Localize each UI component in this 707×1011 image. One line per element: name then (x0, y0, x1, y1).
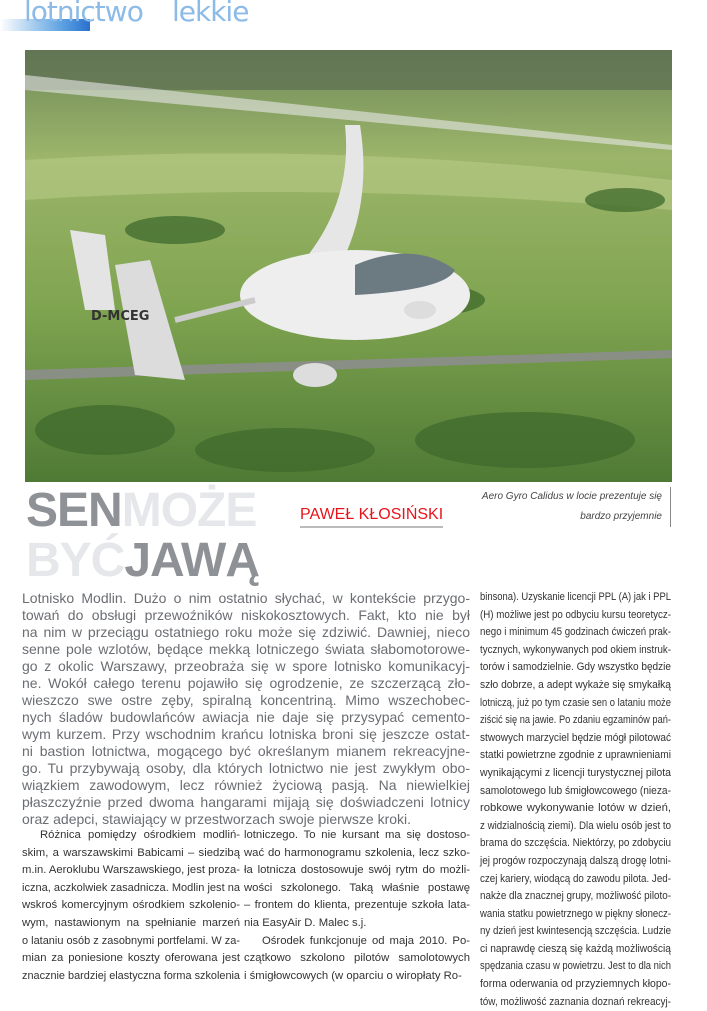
text-line (22, 933, 240, 951)
text-line (244, 915, 470, 933)
text-line-content: wiązkiem zawodowym, lecz również życiową pasją. Na niewielkiej (22, 777, 470, 793)
text-line (22, 968, 240, 986)
text-line-content: (H) możliwe jest po odbyciu kursu teoretycz- (480, 608, 671, 621)
text-line-content: wości szkolonego. Taką właśnie postawę (244, 881, 470, 894)
text-line-content: ła lotnicza dostosowuje swój rytm do możli- (244, 864, 470, 877)
text-line-content: statki powietrzne zgodnie z uprawnieniami (480, 749, 671, 762)
text-line (480, 607, 671, 625)
text-line-content: m.in. Aeroklubu Warszawskiego, jest proza- (22, 864, 240, 877)
text-line (22, 590, 470, 607)
magazine-logo (0, 0, 330, 34)
text-line (480, 783, 671, 801)
text-line-content: forma oderwania od przyziemnych kłopo- (480, 978, 671, 991)
text-line-content: wać do harmonogramu szkolenia, lecz szko- (244, 846, 470, 859)
text-line (480, 958, 671, 976)
text-line-content: wania statku powietrznego w piękny słonecz- (480, 907, 671, 920)
text-line (22, 794, 470, 811)
text-line (480, 818, 671, 836)
title-word-jawa: JAWĄ (124, 534, 260, 587)
body-column-1 (22, 827, 240, 985)
text-line (22, 915, 240, 933)
text-line-content: Ośrodek funkcjonuje od maja 2010. Po- (262, 934, 470, 947)
text-line-content: spędzania czasu w powietrzu. Jest to dla nich (480, 960, 671, 973)
text-line-content: go z okolic Warszawy, przeobraża się w spore lotnisko komunikacyj- (22, 658, 470, 674)
text-line (480, 941, 671, 959)
text-line-content: go. Tu przybywają osoby, dla których lotnictwo nie jest zwykłym obo- (22, 760, 470, 776)
title-word-sen: SEN (26, 484, 122, 537)
text-line (480, 659, 671, 677)
text-line (22, 692, 470, 709)
text-line (480, 677, 671, 695)
text-line-content: płaszczyźnie przed dwoma hangarami mijają się doświadczeni lotnicy (22, 794, 470, 810)
text-line-content: tycznych, wykonywanych pod okiem instruk- (480, 643, 671, 656)
text-line-content: nych śladów budowlańców awiacja nie daje się przysypać cemento- (22, 709, 470, 725)
text-line (480, 730, 671, 748)
text-line (22, 897, 240, 915)
text-line-content: mian za poniesione koszty oferowana jest (22, 952, 240, 965)
author-byline: PAWEŁ KŁOSIŃSKI (300, 505, 443, 528)
text-line-content: z widzialnością ziemi). Dla wielu osób jest to (480, 819, 671, 832)
text-line-content: ne. Wokół całego terenu pojawiło się ogrodzenie, ze szczerzącą zło- (22, 675, 470, 691)
title-word-byc: BYĆ (26, 534, 125, 587)
registration-mark: D-MCEG (91, 309, 150, 324)
text-line-content: binsona). Uzyskanie licencji PPL (A) jak i PPL (480, 591, 671, 603)
text-line (22, 743, 470, 760)
text-line-content: lotniczego. To nie kursant ma się dostoso- (244, 829, 470, 841)
text-line (480, 800, 671, 818)
body-column-2 (244, 827, 470, 985)
logo-word-2: lekkie (172, 0, 249, 28)
text-line (22, 675, 470, 692)
text-line (244, 862, 470, 880)
text-line (22, 641, 470, 658)
text-line-content: wynikającymi z licencji turystycznej pilota (480, 766, 671, 779)
text-line (244, 845, 470, 863)
text-line-content: ni bastion lotnictwa, mogącego być określanym mianem rekreacyjne- (22, 743, 470, 759)
text-line-content: iczna, aczkolwiek zasadnicza. Modlin jest na (22, 881, 240, 894)
text-line (244, 827, 470, 845)
text-line (22, 726, 470, 743)
text-line (22, 658, 470, 675)
text-line-content: ci naprawdę cieszą się każdą możliwością (480, 942, 671, 955)
text-line-content: wieszczo swe ostre zęby, spiralną koncentriną. Mimo wszechobec- (22, 692, 470, 708)
text-line (22, 811, 470, 828)
text-line (22, 880, 240, 898)
text-line-content: czej kariery, wiodącą do zawodu pilota. Jed- (480, 872, 671, 885)
text-line (22, 827, 240, 845)
text-line-content: ny dzień jest kwintesencją szczęścia. Ludzie (480, 925, 671, 938)
caption-line: bardzo przyjemnie (580, 511, 662, 522)
text-line-content: towań do obsługi przewoźników niskokosztowych. Fakt, kto nie był (22, 607, 470, 623)
text-line-content: robkowe wykonywanie lotów w dzień, (480, 802, 671, 815)
text-line-content: znacznie bardziej elastyczna forma szkolenia (22, 969, 240, 982)
text-line (480, 835, 671, 853)
caption-line: Aero Gyro Calidus w locie prezentuje się (481, 491, 662, 502)
text-line (244, 933, 470, 951)
text-line-content: i śmigłowcowych (w oparciu o wiropłaty Ro- (244, 969, 462, 982)
text-line (22, 709, 470, 726)
text-line (22, 607, 470, 624)
text-line (480, 624, 671, 642)
text-line (480, 976, 671, 994)
text-line (480, 747, 671, 765)
photo-caption (482, 487, 671, 527)
text-line-content: nego i minimum 45 godzinach ćwiczeń prak- (480, 626, 671, 639)
text-line-content: oraz adepci, stawiający w przestworzach swoje pierwsze kroki. (22, 811, 412, 827)
text-line-content: lotniczą, już po tym czasie sen o lataniu może (480, 696, 671, 709)
text-line-content: torów i samodzielnie. Gdy wszystko będzie (480, 661, 671, 674)
text-line (22, 950, 240, 968)
text-line (22, 777, 470, 794)
text-line-content: nia EasyAir D. Malec s.j. (244, 916, 367, 929)
text-line (244, 880, 470, 898)
text-line-content: – frontem do klienta, prezentuje szkoła lata- (244, 899, 470, 912)
text-line-content: senne pole wzlotów, będące mekką lotniczego świata słabomotorowe- (22, 641, 470, 657)
text-line-content: wym, nastawionym na spełnianie marzeń (22, 916, 240, 929)
body-column-3 (480, 589, 671, 1011)
text-line-content: Lotnisko Modlin. Dużo o nim ostatnio słychać, w kontekście przygo- (22, 590, 470, 606)
text-line-content: jej progów rozpoczynają dalszą drogę lotni- (480, 854, 671, 867)
text-line (480, 871, 671, 889)
text-line (480, 994, 671, 1011)
logo-word-1: lotnictwo (24, 0, 143, 28)
text-line (480, 853, 671, 871)
text-line-content: wym kurzem. Przy wschodnim krańcu lotniska broni się jeszcze ostat- (22, 726, 470, 742)
text-line-content: tów, możliwość zaznania doznań rekreacyj- (480, 995, 671, 1008)
text-line (22, 862, 240, 880)
text-line (244, 950, 470, 968)
text-line-content: ziścić się na jawie. Po zdaniu egzaminów pań- (480, 714, 671, 727)
text-line-content: nakże dla znacznej grupy, możliwość piloto- (480, 890, 671, 903)
text-line-content: czątkowo szkolono pilotów samolotowych (244, 952, 470, 965)
text-line (244, 897, 470, 915)
text-line (480, 923, 671, 941)
text-line-content: skim, a warszawskimi Babicami – siedzibą (22, 846, 240, 859)
text-line (22, 760, 470, 777)
text-line (244, 968, 470, 986)
text-line-content: stwowych marzyciel będzie mógł pilotować (480, 731, 671, 744)
text-line (480, 642, 671, 660)
text-line-content: na nim w przeciągu ostatniego roku może się zdziwić. Dawniej, nieco (22, 624, 470, 640)
text-line-content: brama do szczęścia. Niektórzy, po zdobyciu (480, 837, 671, 850)
text-line (480, 906, 671, 924)
text-line (22, 624, 470, 641)
text-line (22, 845, 240, 863)
article-title (26, 486, 259, 586)
text-line (480, 712, 671, 730)
text-line-content: samolotowego lub śmigłowcowego (nieza- (480, 784, 671, 797)
title-word-moze: MOŻE (121, 484, 257, 537)
text-line-content: Różnica pomiędzy ośrodkiem modliń- (40, 829, 240, 841)
text-line-content: szło dobrze, a adept wykaże się smykałką (480, 678, 671, 691)
text-line (480, 888, 671, 906)
text-line-content: o lataniu osób z zasobnymi portfelami. W za- (22, 934, 240, 947)
text-line (480, 765, 671, 783)
text-line (480, 589, 671, 607)
gyroplane-photo (25, 50, 672, 482)
lead-paragraph (22, 590, 470, 828)
text-line-content: wskroś komercyjnym ośrodkiem szkolenio- (22, 899, 240, 912)
text-line (480, 695, 671, 713)
